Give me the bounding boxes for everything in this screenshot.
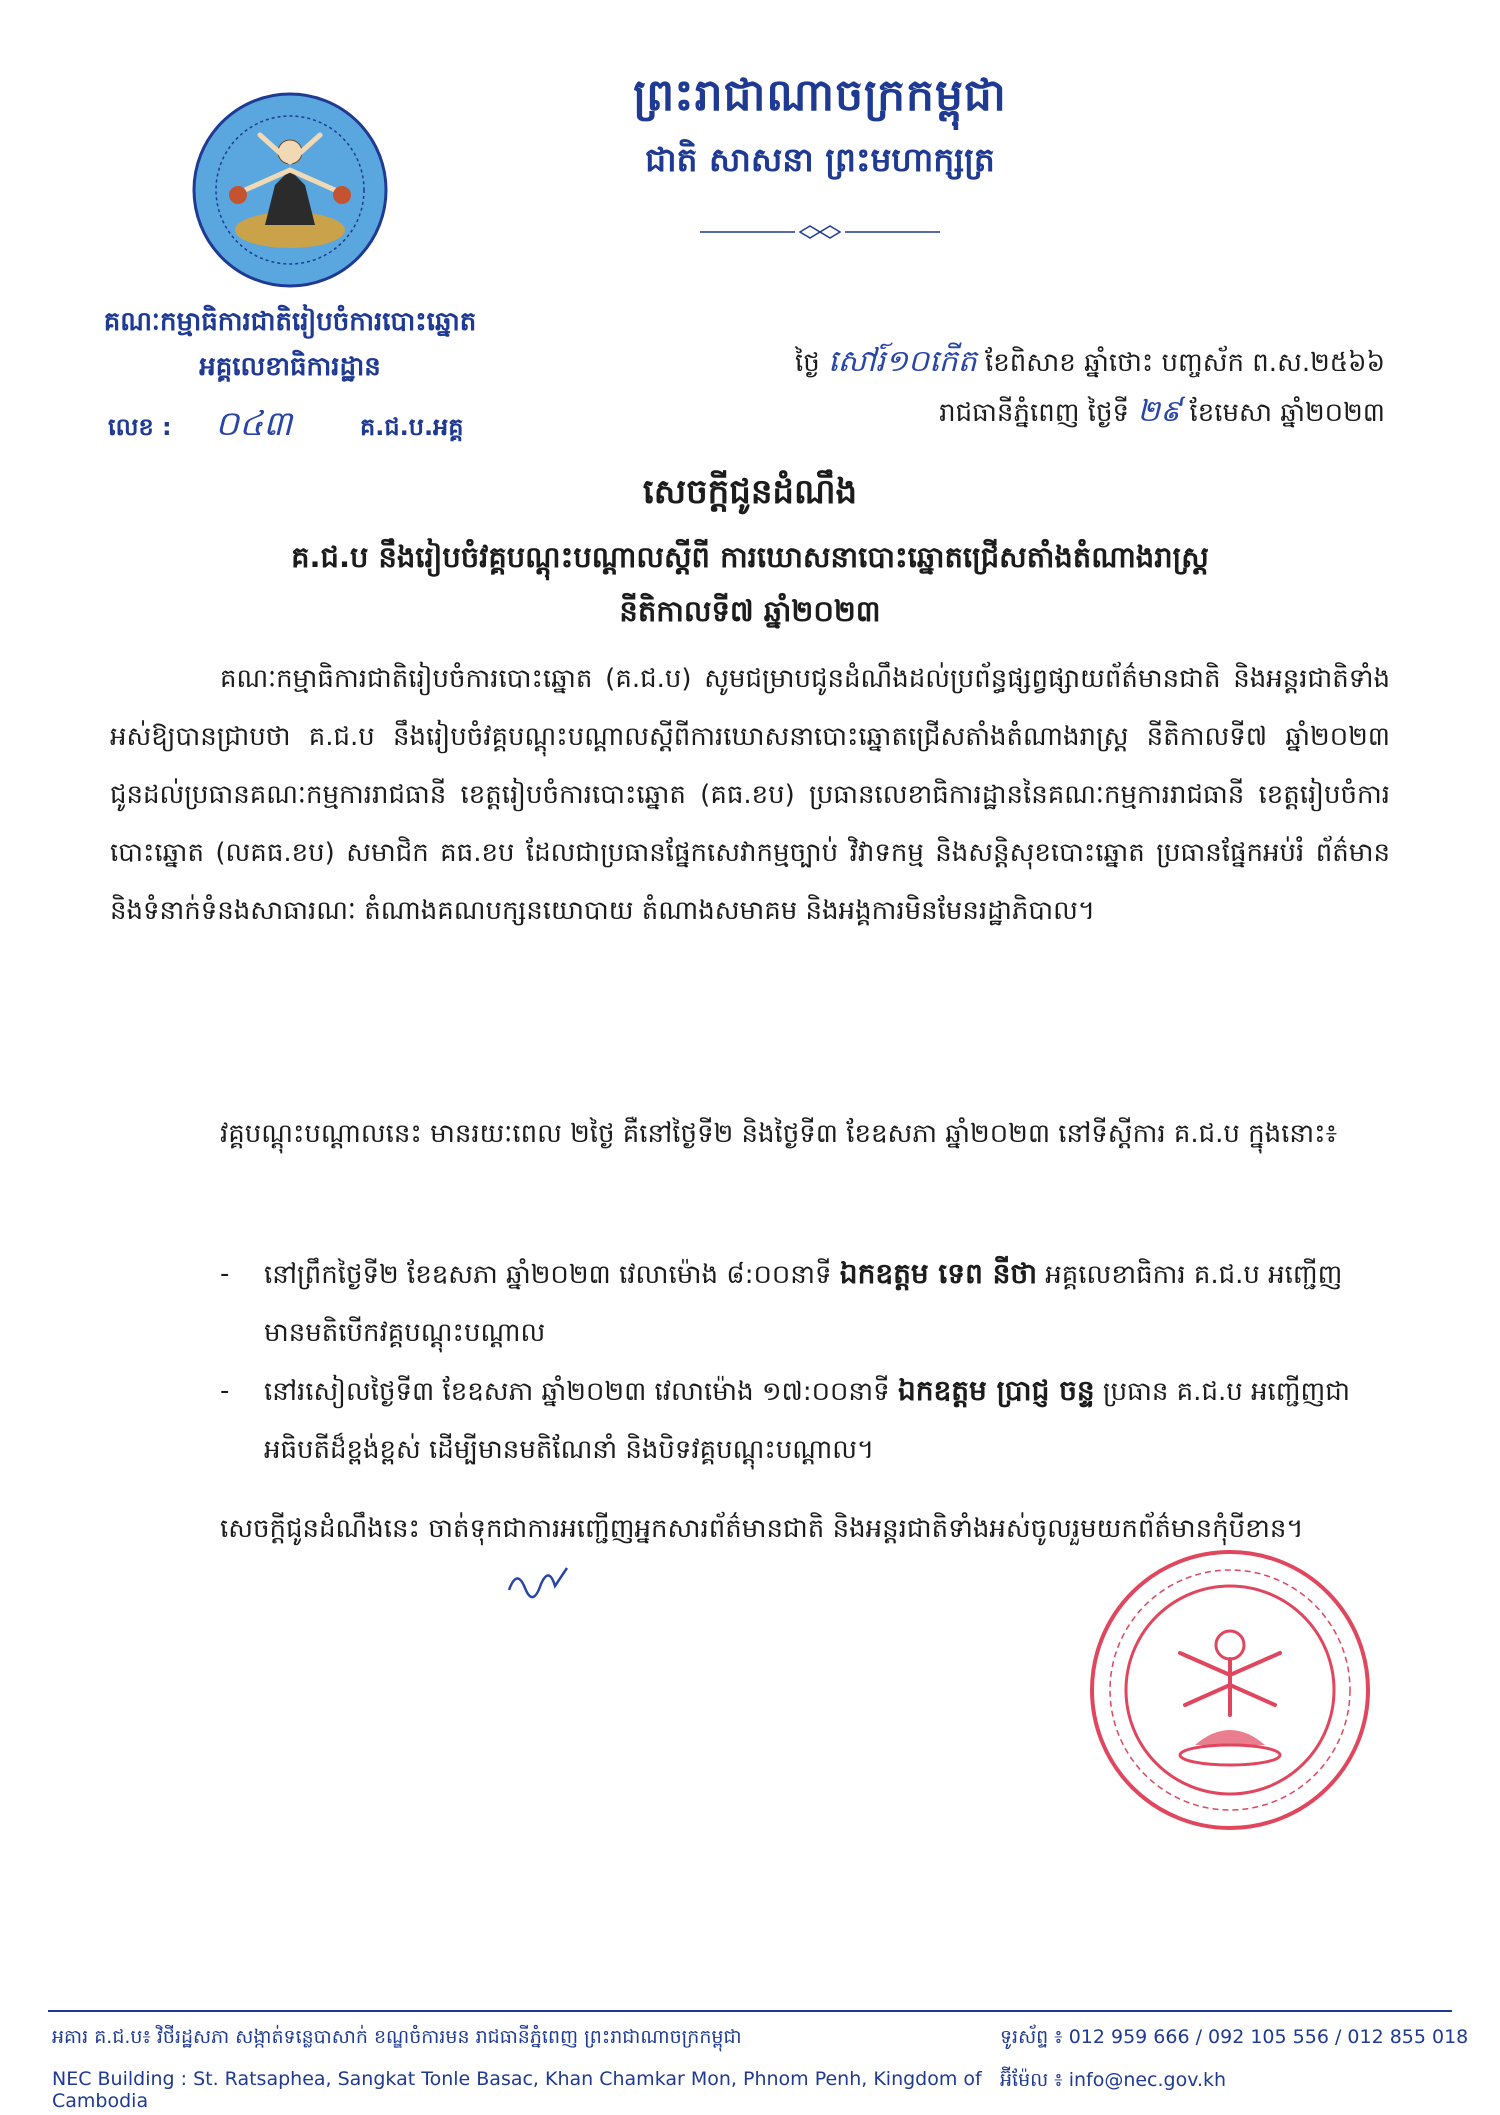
gregorian-date-handwritten: ២៩ xyxy=(1137,394,1182,429)
subtitle-line-2: នីតិកាលទី៧ ឆ្នាំ២០២៣ xyxy=(619,594,881,628)
gregorian-date-suffix: ខែមេសា ឆ្នាំ២០២៣ xyxy=(1189,398,1385,428)
footer-email xyxy=(1000,2068,1480,2096)
document-title: សេចក្ដីជូនដំណឹង xyxy=(642,472,858,512)
email-label: អ៊ីម៉ែល ៖ xyxy=(1000,2069,1063,2091)
reference-label: លេខ : xyxy=(108,413,172,441)
bullet-text: នៅរសៀលថ្ងៃទី៣ ខែឧសភា ឆ្នាំ២០២៣ វេលាម៉ោង ១៧:០០នាទី xyxy=(264,1377,890,1407)
footer-address-english: NEC Building : St. Ratsaphea, Sangkat Tonle Basac, Khan Chamkar Mon, Phnom Penh, Kingdom of Cambodia xyxy=(52,2068,982,2112)
gregorian-date-prefix: រាជធានីភ្នំពេញ ថ្ងៃទី xyxy=(939,398,1129,428)
list-item xyxy=(220,1245,1390,1362)
email-address[interactable]: info@nec.gov.kh xyxy=(1068,2069,1227,2091)
initials-scrawl-icon xyxy=(505,1560,575,1604)
bullet-dash: - xyxy=(220,1259,230,1289)
phone-numbers: 012 959 666 / 092 105 556 / 012 855 018 xyxy=(1068,2026,1469,2048)
footer-phone xyxy=(1000,2025,1480,2053)
body-paragraph-1: គណៈកម្មាធិការជាតិរៀបចំការបោះឆ្នោត (គ.ជ.ប) សូមជម្រាបជូនដំណឹងដល់ប្រព័ន្ធផ្សព្វផ្សាយព័ត៌មានជាតិ និងអន្តរជាតិទាំងអស់ឱ្យបានជ្រាបថា គ.ជ.ប នឹងរៀបចំវគ្គបណ្ដុះបណ្ដាលស្ដីពីការឃោសនាបោះឆ្នោតជ្រើសតាំងតំណាងរាស្ត្រ នីតិកាលទី៧ ឆ្នាំ២០២៣ ជូនដល់ប្រធានគណៈកម្មការរាជធានី ខេត្តរៀបចំការបោះឆ្នោត (គធ.ខប) ប្រធានលេខាធិការដ្ឋាននៃគណៈកម្មការរាជធានី ខេត្តរៀបចំការបោះឆ្នោត (លគធ.ខប) សមាជិក គធ.ខប ដែលជាប្រធានផ្នែកសេវាកម្មច្បាប់ វិវាទកម្ម និងសន្តិសុខបោះឆ្នោត ប្រធានផ្នែកអប់រំ ព័ត៌មាន និងទំនាក់ទំនងសាធារណៈ តំណាងគណបក្សនយោបាយ តំណាងសមាគម និងអង្គការមិនមែនរដ្ឋាភិបាល។ xyxy=(110,664,1390,926)
footer-address-khmer: អគារ គ.ជ.ប៖ វិថីរដ្ឋសភា សង្កាត់ទន្លេបាសាក់ ខណ្ឌចំការមន រាជធានីភ្នំពេញ ព្រះរាជាណាចក្រកម្ពុជា xyxy=(52,2026,742,2048)
lunar-date-suffix: ខែពិសាខ ឆ្នាំថោះ បញ្ចស័ក ព.ស.២៥៦៦ xyxy=(985,348,1385,378)
lunar-date-prefix: ថ្ងៃ xyxy=(795,348,820,378)
bullet-rest: អគ្គលេខាធិការ គ.ជ.ប អញ្ជើញមានមតិបើកវគ្គបណ្ដុះបណ្ដាល xyxy=(264,1260,1343,1348)
document-subtitle xyxy=(100,530,1400,638)
gregorian-date xyxy=(605,392,1385,436)
lunar-date xyxy=(605,342,1385,386)
schedule-list xyxy=(220,1245,1390,1479)
national-motto: ជាតិ សាសនា ព្រះមហាក្សត្រ xyxy=(645,140,995,179)
bullet-text: នៅព្រឹកថ្ងៃទី២ ខែឧសភា ឆ្នាំ២០២៣ វេលាម៉ោង ៨:០០នាទី xyxy=(264,1260,832,1290)
bullet-dash: - xyxy=(220,1376,230,1406)
sender-department: អគ្គលេខាធិការដ្ឋាន xyxy=(199,352,381,382)
footer-divider xyxy=(48,2010,1452,2012)
official-seal-icon xyxy=(1085,1545,1375,1835)
body-paragraph-2: វគ្គបណ្ដុះបណ្ដាលនេះ មានរយៈពេល ២ថ្ងៃ គឺនៅថ្ងៃទី២ និងថ្ងៃទី៣ ខែឧសភា ឆ្នាំ២០២៣ នៅទីស្ដីការ គ.ជ.ប ក្នុងនោះ៖ xyxy=(220,1119,1338,1149)
sender-organization: គណៈកម្មាធិការជាតិរៀបចំការបោះឆ្នោត xyxy=(103,307,477,337)
bullet-bold-name: ឯកឧត្តម ប្រាជ្ញ ចន្ទ xyxy=(897,1374,1095,1407)
phone-label: ទូរស័ព្ទ ៖ xyxy=(1000,2026,1063,2048)
reference-number: ០៤៣ xyxy=(215,404,293,444)
list-item xyxy=(220,1362,1390,1479)
body-paragraph-3: សេចក្ដីជូនដំណឹងនេះ ចាត់ទុកជាការអញ្ជើញអ្នកសារព័ត៌មានជាតិ និងអន្តរជាតិទាំងអស់ចូលរួមយកព័ត៌មានកុំបីខាន។ xyxy=(220,1514,1304,1544)
reference-code: គ.ជ.ប.អគ្គ xyxy=(360,413,464,441)
bullet-rest: ប្រធាន គ.ជ.ប អញ្ជើញជាអធិបតីដ៏ខ្ពង់ខ្ពស់ ដើម្បីមានមតិណែនាំ និងបិទវគ្គបណ្ដុះបណ្ដាល។ xyxy=(264,1377,1351,1465)
lunar-date-handwritten: សៅរ៍១០កើត xyxy=(828,344,977,379)
divider-ornament-icon xyxy=(700,222,940,242)
nec-emblem-icon xyxy=(190,90,390,290)
kingdom-title: ព្រះរាជាណាចក្រកម្ពុជា xyxy=(633,70,1007,121)
bullet-bold-name: ឯកឧត្តម ទេព នីថា xyxy=(839,1257,1038,1290)
subtitle-line-1: គ.ជ.ប នឹងរៀបចំវគ្គបណ្ដុះបណ្ដាលស្ដីពី ការឃោសនាបោះឆ្នោតជ្រើសតាំងតំណាងរាស្ត្រ xyxy=(291,540,1209,574)
